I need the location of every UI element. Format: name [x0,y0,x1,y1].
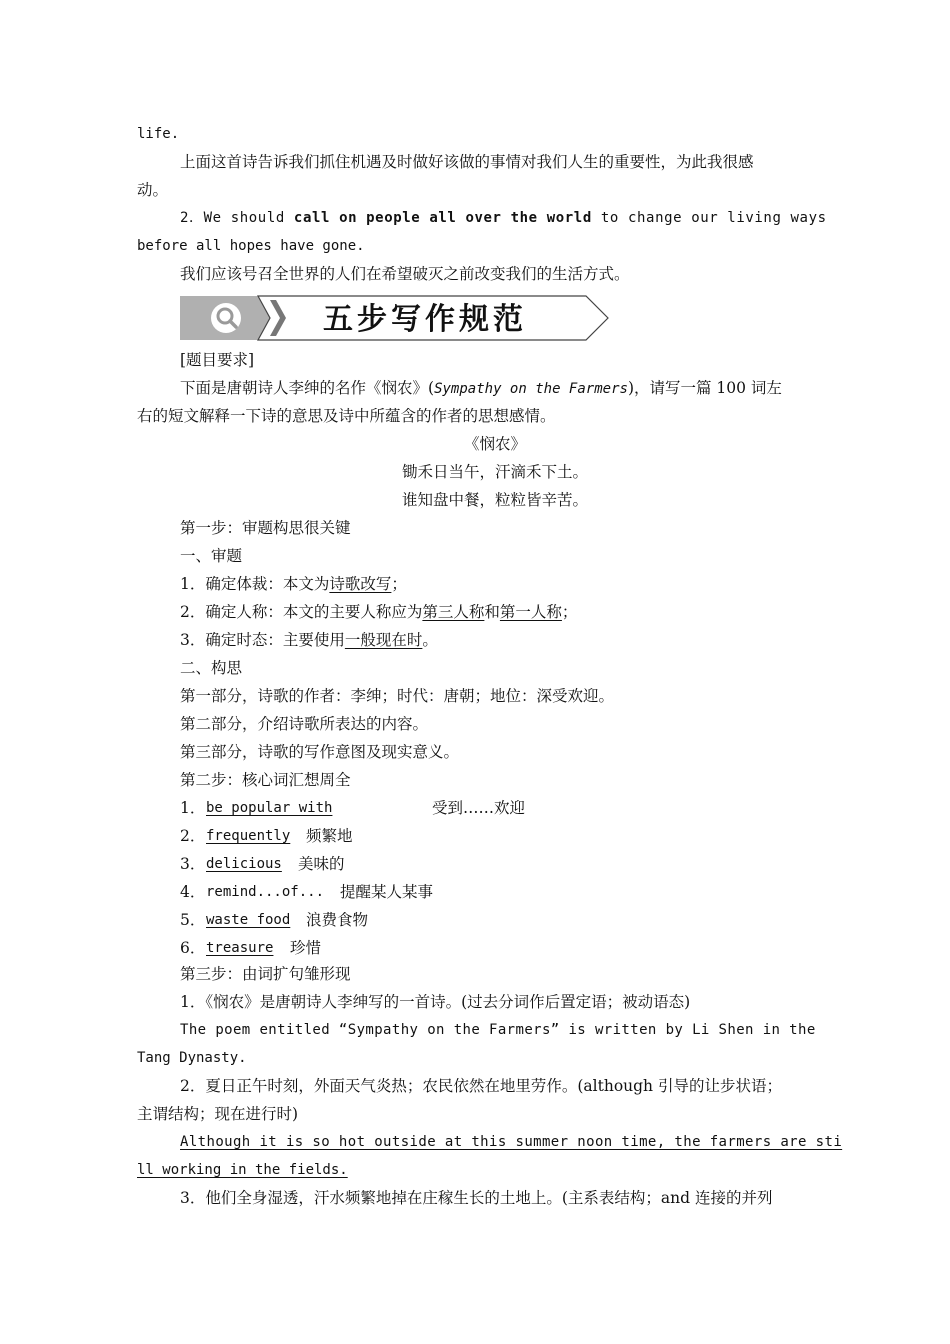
text-line: 2．夏日正午时刻，外面天气炎热；农民依然在地里劳作。(although 引导的让步状语； [180,1077,782,1095]
text-line: 3．他们全身湿透，汗水频繁地掉在庄稼生长的土地上。(主系表结构；and 连接的并列 [180,1189,773,1207]
poem-title: 《悯农》 [463,435,526,453]
text-line: The poem entitled “Sympathy on the Farmers” is written by Li Shen in the [180,1022,816,1038]
vocab-english: be popular with [206,800,333,816]
text-line: before all hopes have gone. [137,238,365,254]
text-line: 1．《悯农》是唐朝诗人李绅写的一首诗。(过去分词作后置定语；被动语态) [180,993,691,1011]
poem-verse: 锄禾日当午，汗滴禾下土。 [401,463,588,481]
vocab-english: treasure [206,940,274,956]
sub-heading: 二、构思 [180,659,243,677]
text-line: 上面这首诗告诉我们抓住机遇及时做好该做的事情对我们人生的重要性，为此我很感 [180,153,754,171]
answer-blank: 诗歌改写 [329,575,392,593]
vocab-chinese: 浪费食物 [306,911,369,929]
text-span: 2．确定人称：本文的主要人称应为 [180,603,423,621]
text-span: ； [561,603,578,621]
text-span: 。 [422,631,438,649]
answer-blank: 第一人称 [499,603,562,621]
text-span: to change our living ways [591,210,827,226]
answer-blank: 一般现在时 [344,631,423,649]
text-line: 右的短文解释一下诗的意思及诗中所蕴含的作者的思想感情。 [137,407,556,425]
answer-sentence: ll working in the fields. [137,1162,348,1178]
vocab-number: 2． [180,827,206,845]
section-banner [180,294,610,342]
text-line [180,208,827,228]
step-heading: 第二步：核心词汇想周全 [180,771,351,789]
text-line: Tang Dynasty. [137,1050,247,1066]
answer-blank: 第三人称 [422,603,485,621]
key-phrase: call on people all over the world [293,210,592,226]
vocab-chinese: 提醒某人某事 [340,883,434,901]
step-heading: 第三步：由词扩句雏形现 [180,965,351,983]
text-line: 第一部分，诗歌的作者：李绅；时代：唐朝；地位：深受欢迎。 [180,687,615,705]
text-span: 1．确定体裁：本文为 [180,575,330,593]
list-item [180,574,407,594]
search-icon [211,303,241,333]
text-line: 我们应该号召全世界的人们在希望破灭之前改变我们的生活方式。 [180,265,630,283]
sub-heading: 一、审题 [180,547,243,565]
text-line [180,378,782,399]
vocab-number: 3． [180,855,206,873]
text-span: 3．确定时态：主要使用 [180,631,345,649]
banner-title: 五步写作规范 [323,302,527,337]
vocab-number: 5． [180,911,206,929]
text-line: 动。 [137,181,169,199]
vocab-english: waste food [206,912,291,928]
text-line: 主谓结构；现在进行时) [137,1105,299,1123]
vocab-english: remind...of... [206,884,325,900]
task-label: [题目要求] [180,351,255,369]
poem-verse: 谁知盘中餐，粒粒皆辛苦。 [401,491,588,509]
text-span: 下面是唐朝诗人李绅的名作《悯农》( [180,379,435,397]
sentence-number: 2．We should [180,210,294,226]
step-heading: 第一步：审题构思很关键 [180,519,351,537]
text-span: 和 [484,603,500,621]
text-line: life. [137,126,180,142]
text-span: ； [391,575,407,593]
text-span: )，请写一篇 100 词左 [627,379,782,397]
vocab-chinese: 频繁地 [306,827,353,845]
vocab-english: frequently [206,828,291,844]
vocab-number: 4． [180,883,206,901]
vocab-chinese: 珍惜 [290,939,322,957]
vocab-chinese: 美味的 [298,855,345,873]
vocab-chinese: 受到……欢迎 [432,799,526,817]
list-item [180,630,438,650]
vocab-english: delicious [206,856,282,872]
poem-english-title: Sympathy on the Farmers [434,381,628,397]
text-line: 第三部分，诗歌的写作意图及现实意义。 [180,743,460,761]
vocab-number: 6． [180,939,206,957]
answer-sentence: Although it is so hot outside at this summer noon time, the farmers are sti [180,1134,843,1150]
list-item [180,602,577,622]
vocab-number: 1． [180,799,206,817]
text-line: 第二部分，介绍诗歌所表达的内容。 [180,715,429,733]
